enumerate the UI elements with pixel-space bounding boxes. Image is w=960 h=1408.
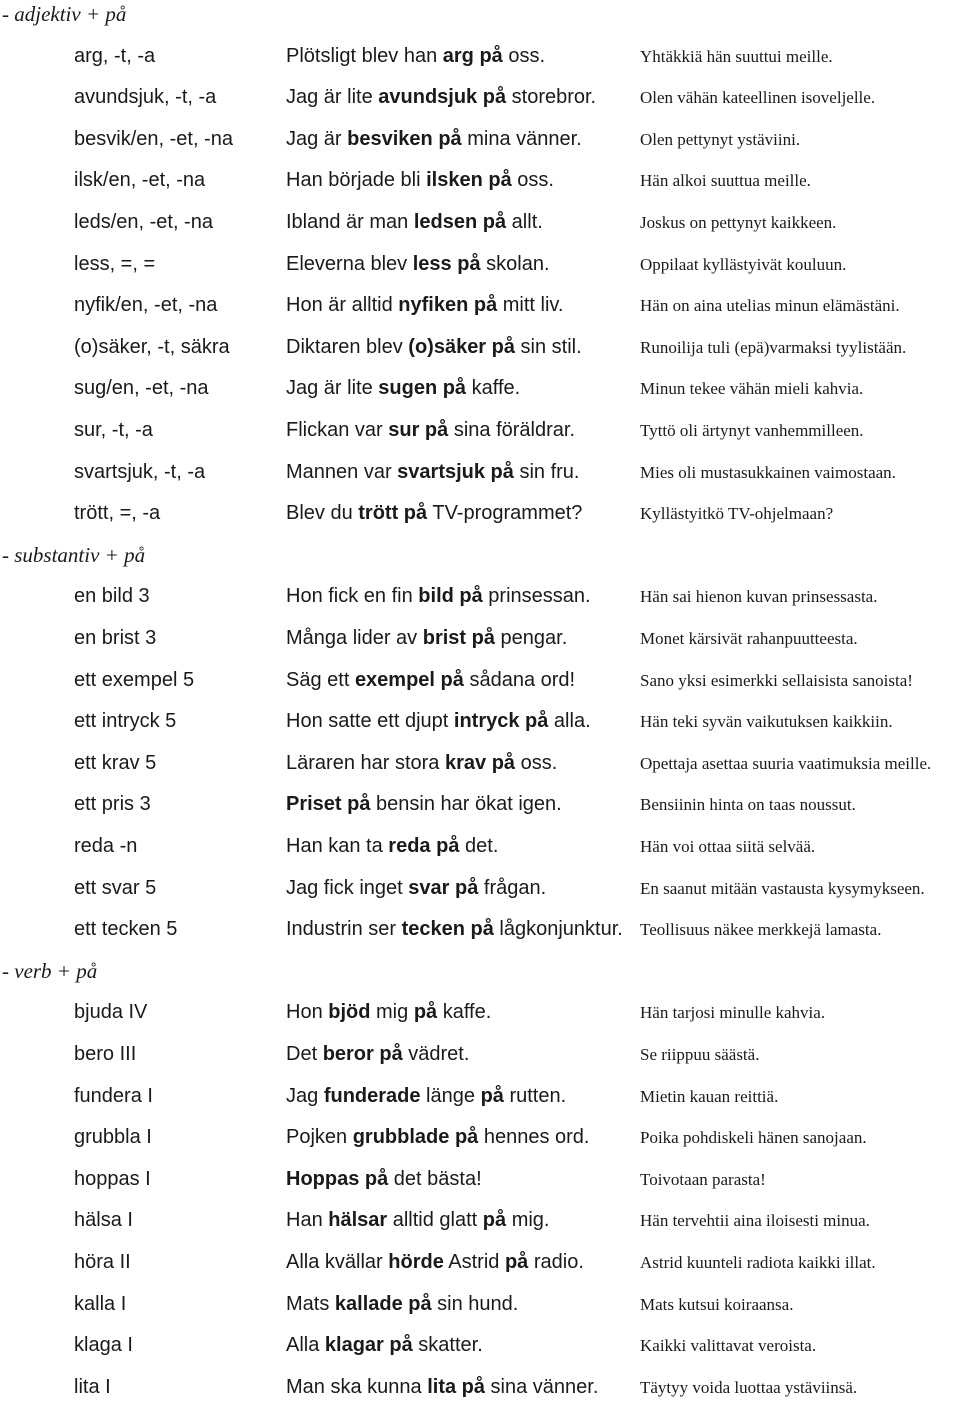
- example-text: sådana ord!: [463, 668, 576, 691]
- vocab-row: [0, 285, 960, 326]
- highlighted-phrase: ledsen på: [413, 211, 507, 233]
- swedish-example: [286, 992, 491, 1033]
- finnish-translation: Olen pettynyt ystäviini.: [640, 129, 801, 149]
- vocab-row: [0, 1367, 960, 1408]
- swedish-example: [286, 202, 543, 243]
- highlighted-phrase: hörde: [388, 1251, 444, 1273]
- example-text: sina föräldrar.: [448, 419, 576, 441]
- example-text: mitt liv.: [497, 294, 564, 317]
- finnish-translation: Teollisuus näkee merkkejä lamasta.: [640, 920, 882, 940]
- finnish-translation: Joskus on pettynyt kaikkeen.: [640, 213, 837, 232]
- example-text: Han: [286, 1209, 329, 1232]
- example-text: sina vänner.: [485, 1375, 599, 1398]
- example-text: Alla: [286, 1334, 325, 1357]
- example-text: lågkonjunktur.: [493, 918, 623, 941]
- vocab-row: [0, 1242, 960, 1283]
- headword: hoppas I: [74, 1167, 151, 1190]
- finnish-translation: Tyttö oli ärtynyt vanhemmilleen.: [640, 421, 864, 440]
- headword: en bild 3: [74, 585, 150, 608]
- vocab-row: [0, 327, 960, 368]
- vocab-row: [0, 493, 960, 534]
- headword: sur, -t, -a: [74, 419, 153, 441]
- highlighted-phrase: bild på: [418, 585, 483, 608]
- finnish-translation: Opettaja asettaa suuria vaatimuksia meille.: [640, 753, 932, 773]
- example-text: sin fru.: [513, 460, 580, 483]
- highlighted-phrase: besviken på: [347, 127, 462, 150]
- example-text: Industrin ser: [286, 918, 402, 941]
- highlighted-phrase: på: [480, 1084, 504, 1107]
- vocab-row: [0, 1284, 960, 1325]
- example-text: Jag är lite: [286, 377, 379, 400]
- highlighted-phrase: lita på: [427, 1375, 485, 1398]
- example-text: Mannen var: [286, 460, 398, 483]
- highlighted-phrase: ilsken på: [426, 169, 512, 192]
- headword: ett svar 5: [74, 876, 157, 899]
- swedish-example: [286, 618, 567, 659]
- highlighted-phrase: klagar på: [324, 1334, 413, 1357]
- finnish-translation: Hän voi ottaa siitä selvää.: [640, 837, 816, 856]
- highlighted-phrase: brist på: [422, 627, 495, 649]
- highlighted-phrase: (o)säker på: [408, 335, 515, 358]
- headword: ett pris 3: [74, 793, 151, 816]
- headword: ett krav 5: [74, 751, 157, 774]
- vocab-row: [0, 202, 960, 243]
- vocab-row: [0, 1325, 960, 1366]
- headword: leds/en, -et, -na: [74, 211, 213, 233]
- finnish-translation: Bensiinin hinta on taas noussut.: [640, 795, 856, 815]
- example-text: Jag är: [286, 127, 348, 150]
- highlighted-phrase: trött på: [358, 502, 428, 525]
- swedish-example: [286, 743, 557, 784]
- highlighted-phrase: funderade: [323, 1084, 421, 1107]
- vocab-row: [0, 1076, 960, 1117]
- headword: sug/en, -et, -na: [74, 377, 209, 400]
- example-text: skolan.: [480, 252, 550, 275]
- swedish-example: [286, 1242, 584, 1283]
- swedish-example: [286, 1117, 590, 1158]
- swedish-example: [286, 1284, 518, 1325]
- example-text: Säg ett: [286, 668, 355, 691]
- example-text: mig: [370, 1001, 414, 1024]
- example-text: kaffe.: [466, 377, 521, 400]
- finnish-translation: Sano yksi esimerkki sellaisista sanoista!: [640, 670, 913, 690]
- example-text: Hon: [286, 1001, 329, 1024]
- vocab-row: [0, 909, 960, 950]
- example-text: Diktaren blev: [286, 335, 409, 358]
- finnish-translation: Toivotaan parasta!: [640, 1169, 766, 1189]
- swedish-example: [286, 285, 564, 326]
- example-text: Eleverna blev: [286, 252, 413, 275]
- vocab-row: [0, 244, 960, 285]
- highlighted-phrase: intryck på: [453, 710, 549, 733]
- headword: grubbla I: [74, 1126, 152, 1149]
- swedish-example: [286, 701, 591, 742]
- example-text: Flickan var: [286, 419, 389, 441]
- example-text: Jag fick inget: [286, 876, 409, 899]
- headword: ett intryck 5: [74, 710, 177, 733]
- headword: bjuda IV: [74, 1001, 148, 1024]
- example-text: radio.: [528, 1251, 584, 1273]
- highlighted-phrase: på: [413, 1001, 438, 1024]
- example-text: Pojken: [286, 1126, 353, 1149]
- example-text: hennes ord.: [478, 1126, 590, 1149]
- vocab-row: [0, 826, 960, 867]
- example-text: kaffe.: [437, 1001, 492, 1024]
- vocab-row: [0, 618, 960, 659]
- highlighted-phrase: beror på: [322, 1043, 403, 1065]
- example-text: Ibland är man: [286, 211, 414, 233]
- swedish-example: [286, 410, 575, 451]
- swedish-example: [286, 660, 575, 701]
- swedish-example: [286, 368, 520, 409]
- swedish-example: [286, 493, 582, 534]
- highlighted-phrase: svartsjuk på: [397, 460, 514, 483]
- headword: (o)säker, -t, säkra: [74, 335, 230, 358]
- vocab-row: [0, 660, 960, 701]
- example-text: mig.: [506, 1209, 550, 1232]
- example-text: Många lider av: [286, 627, 423, 649]
- example-text: rutten.: [503, 1084, 567, 1107]
- finnish-translation: Minun tekee vähän mieli kahvia.: [640, 379, 864, 399]
- headword: hälsa I: [74, 1209, 133, 1232]
- swedish-example: [286, 327, 582, 368]
- example-text: Hon är alltid: [286, 294, 399, 317]
- example-text: pengar.: [495, 627, 568, 649]
- swedish-example: [286, 826, 498, 867]
- highlighted-phrase: reda på: [388, 835, 460, 857]
- highlighted-phrase: kallade på: [334, 1292, 432, 1315]
- swedish-example: [286, 36, 545, 77]
- section-header: - verb + på: [2, 958, 98, 983]
- example-text: Hon satte ett djupt: [286, 710, 454, 733]
- highlighted-phrase: avundsjuk på: [378, 86, 507, 109]
- headword: trött, =, -a: [74, 502, 161, 525]
- finnish-translation: Mietin kauan reittiä.: [640, 1086, 779, 1106]
- highlighted-phrase: Priset på: [286, 793, 371, 816]
- headword: reda -n: [74, 835, 138, 857]
- example-text: Plötsligt blev han: [286, 44, 443, 67]
- highlighted-phrase: arg på: [442, 44, 503, 67]
- highlighted-phrase: på: [482, 1209, 507, 1232]
- example-text: Jag: [286, 1084, 324, 1107]
- highlighted-phrase: grubblade på: [352, 1126, 479, 1149]
- swedish-example: [286, 244, 550, 285]
- vocab-row: [0, 410, 960, 451]
- vocab-row: [0, 701, 960, 742]
- example-text: bensin har ökat igen.: [370, 793, 562, 816]
- headword: fundera I: [74, 1084, 153, 1107]
- finnish-translation: Hän on aina utelias minun elämästäni.: [640, 296, 900, 316]
- vocab-row: [0, 1159, 960, 1200]
- headword: kalla I: [74, 1292, 127, 1315]
- example-text: vädret.: [402, 1043, 470, 1065]
- highlighted-phrase: less på: [412, 252, 481, 275]
- vocab-row: [0, 36, 960, 77]
- finnish-translation: Kyllästyitkö TV-ohjelmaan?: [640, 504, 834, 524]
- example-text: prinsessan.: [482, 585, 591, 608]
- example-text: Blev du: [286, 502, 359, 525]
- swedish-example: [286, 1325, 483, 1366]
- vocab-row: [0, 368, 960, 409]
- vocab-row: [0, 1200, 960, 1241]
- example-text: länge: [420, 1084, 481, 1107]
- headword: höra II: [74, 1251, 131, 1273]
- headword: lita I: [74, 1375, 111, 1398]
- highlighted-phrase: Hoppas på: [286, 1167, 389, 1190]
- headword: en brist 3: [74, 627, 157, 649]
- example-text: oss.: [502, 44, 546, 67]
- finnish-translation: Astrid kuunteli radiota kaikki illat.: [640, 1253, 876, 1272]
- highlighted-phrase: svar på: [408, 876, 479, 899]
- vocab-row: [0, 576, 960, 617]
- highlighted-phrase: tecken på: [401, 918, 494, 941]
- headword: svartsjuk, -t, -a: [74, 460, 206, 483]
- swedish-example: [286, 868, 546, 909]
- finnish-translation: En saanut mitään vastausta kysymykseen.: [640, 878, 925, 898]
- example-text: alltid glatt: [387, 1209, 483, 1232]
- headword: ett exempel 5: [74, 668, 195, 691]
- finnish-translation: Hän sai hienon kuvan prinsessasta.: [640, 587, 878, 607]
- vocab-row: [0, 1117, 960, 1158]
- finnish-translation: Yhtäkkiä hän suuttui meille.: [640, 46, 833, 66]
- finnish-translation: Poika pohdiskeli hänen sanojaan.: [640, 1128, 867, 1148]
- vocab-row: [0, 992, 960, 1033]
- headword: avundsjuk, -t, -a: [74, 86, 217, 109]
- highlighted-phrase: nyfiken på: [398, 294, 498, 317]
- vocab-row: [0, 77, 960, 118]
- example-text: Han kan ta: [286, 835, 389, 857]
- finnish-translation: Hän tarjosi minulle kahvia.: [640, 1003, 826, 1023]
- swedish-example: [286, 576, 591, 617]
- headword: arg, -t, -a: [74, 44, 156, 67]
- example-text: TV-programmet?: [427, 502, 583, 525]
- example-text: oss.: [511, 169, 554, 192]
- example-text: oss.: [515, 751, 558, 774]
- swedish-example: [286, 160, 554, 201]
- highlighted-phrase: bjöd: [328, 1001, 371, 1024]
- example-text: Man ska kunna: [286, 1375, 428, 1398]
- example-text: Hon fick en fin: [286, 585, 419, 608]
- swedish-example: [286, 1159, 482, 1200]
- finnish-translation: Hän tervehtii aina iloisesti minua.: [640, 1211, 870, 1231]
- example-text: det bästa!: [388, 1167, 482, 1190]
- swedish-example: [286, 452, 579, 493]
- highlighted-phrase: sur på: [388, 419, 449, 441]
- example-text: frågan.: [478, 876, 547, 899]
- vocab-row: [0, 119, 960, 160]
- headword: ilsk/en, -et, -na: [74, 169, 206, 192]
- example-text: allt.: [506, 211, 543, 233]
- example-text: alla.: [548, 710, 591, 733]
- example-text: Jag är lite: [286, 86, 379, 109]
- example-text: Mats: [286, 1292, 335, 1315]
- finnish-translation: Mies oli mustasukkainen vaimostaan.: [640, 462, 896, 482]
- example-text: det.: [459, 835, 499, 857]
- finnish-translation: Runoilija tuli (epä)varmaksi tyylistään.: [640, 337, 907, 357]
- headword: nyfik/en, -et, -na: [74, 294, 218, 317]
- swedish-example: [286, 1200, 549, 1241]
- example-text: sin hund.: [431, 1292, 519, 1315]
- finnish-translation: Täytyy voida luottaa ystäviinsä.: [640, 1377, 858, 1397]
- swedish-example: [286, 119, 582, 160]
- section-header: - substantiv + på: [2, 542, 146, 567]
- finnish-translation: Oppilaat kyllästyivät kouluun.: [640, 254, 847, 274]
- example-text: sin stil.: [515, 335, 582, 358]
- example-text: storebror.: [506, 86, 597, 109]
- swedish-example: [286, 77, 596, 118]
- headword: ett tecken 5: [74, 918, 178, 941]
- finnish-translation: Olen vähän kateellinen isoveljelle.: [640, 88, 876, 108]
- finnish-translation: Mats kutsui koiraansa.: [640, 1294, 794, 1314]
- highlighted-phrase: exempel på: [354, 668, 464, 691]
- swedish-example: [286, 1076, 566, 1117]
- highlighted-phrase: hälsar: [328, 1209, 388, 1232]
- headword: less, =, =: [74, 252, 156, 275]
- example-text: skatter.: [412, 1334, 483, 1357]
- vocab-row: [0, 452, 960, 493]
- vocab-row: [0, 743, 960, 784]
- example-text: Astrid: [443, 1251, 505, 1273]
- example-text: Han började bli: [286, 169, 427, 192]
- section-header: - adjektiv + på: [2, 2, 127, 26]
- example-text: Det: [286, 1043, 323, 1065]
- vocab-row: [0, 868, 960, 909]
- headword: besvik/en, -et, -na: [74, 127, 233, 150]
- vocab-row: [0, 160, 960, 201]
- swedish-example: [286, 1034, 469, 1075]
- finnish-translation: Hän teki syvän vaikutuksen kaikkiin.: [640, 712, 893, 732]
- finnish-translation: Monet kärsivät rahanpuutteesta.: [640, 629, 858, 648]
- example-text: Läraren har stora: [286, 751, 445, 774]
- swedish-example: [286, 784, 562, 825]
- highlighted-phrase: på: [504, 1251, 529, 1273]
- finnish-translation: Se riippuu säästä.: [640, 1045, 760, 1064]
- highlighted-phrase: krav på: [444, 751, 516, 774]
- example-text: mina vänner.: [461, 127, 582, 150]
- vocab-row: [0, 1034, 960, 1075]
- example-text: Alla kvällar: [286, 1251, 389, 1273]
- finnish-translation: Kaikki valittavat veroista.: [640, 1336, 817, 1356]
- vocab-row: [0, 784, 960, 825]
- swedish-example: [286, 909, 623, 950]
- headword: bero III: [74, 1043, 137, 1065]
- swedish-example: [286, 1367, 598, 1408]
- highlighted-phrase: sugen på: [378, 377, 467, 400]
- headword: klaga I: [74, 1334, 133, 1357]
- finnish-translation: Hän alkoi suuttua meille.: [640, 171, 811, 191]
